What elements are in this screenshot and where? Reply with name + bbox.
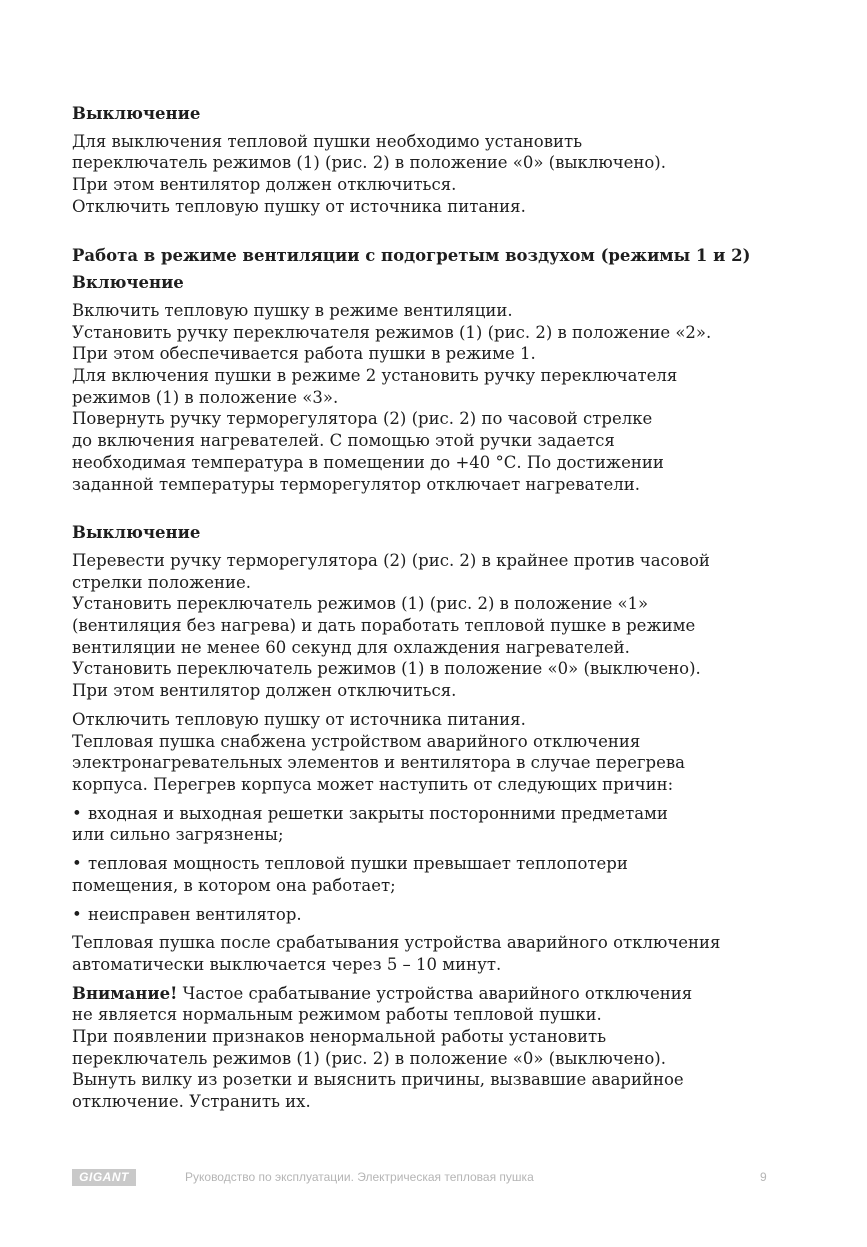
text-line: Вынуть вилку из розетки и выяснить причины, вызвавшие аварийное [72,1070,684,1090]
paragraph-off-instructions [72,131,772,218]
text-line: Повернуть ручку терморегулятора (2) (рис. 2) по часовой стрелке [72,409,653,429]
text-line: Для выключения тепловой пушки необходимо установить [72,131,583,151]
bullet-text-continued: или сильно загрязнены; [72,825,284,845]
bullet-text: входная и выходная решетки закрыты посторонними предметами [88,803,668,823]
document-body [72,103,772,1113]
text-line: При этом обеспечивается работа пушки в режиме 1. [72,344,536,364]
text-line: стрелки положение. [72,572,252,592]
warning-label: Внимание! [72,983,178,1003]
bullet-text-continued: помещения, в котором она работает; [72,875,396,895]
list-item [72,904,772,926]
text-line: Установить переключатель режимов (1) в положение «0» (выключено). [72,659,701,679]
gigant-logo: GIGANT [72,1169,136,1186]
list-item [72,803,772,846]
text-line: Отключить тепловую пушку от источника питания. [72,196,526,216]
section-heading-off-2: Выключение [72,523,201,543]
bullet-text: тепловая мощность тепловой пушки превышает теплопотери [88,854,628,874]
section-heading-on: Включение [72,273,184,293]
text-line: При этом вентилятор должен отключиться. [72,175,457,195]
text-line: вентиляции не менее 60 секунд для охлаждения нагревателей. [72,637,630,657]
section-title-ventilation-mode: Работа в режиме вентиляции с подогретым воздухом (режимы 1 и 2) [72,245,751,265]
text-line: Установить ручку переключателя режимов (1) (рис. 2) в положение «2». [72,322,712,342]
text-line: отключение. Устранить их. [72,1092,311,1112]
text-line: Перевести ручку терморегулятора (2) (рис. 2) в крайнее против часовой [72,550,710,570]
footer-document-title: Руководство по эксплуатации. Электрическая тепловая пушка [185,1170,534,1184]
bullet-icon: • [72,904,82,924]
text-line: Установить переключатель режимов (1) (рис. 2) в положение «1» [72,594,649,614]
text-line: Тепловая пушка снабжена устройством аварийного отключения [72,731,641,751]
text-line: электронагревательных элементов и вентилятора в случае перегрева [72,753,685,773]
text-line: (вентиляция без нагрева) и дать поработать тепловой пушке в режиме [72,616,696,636]
text-line: При появлении признаков ненормальной работы установить [72,1027,607,1047]
page-footer [0,1166,867,1190]
section-heading-off: Выключение [72,104,201,123]
bullet-text: неисправен вентилятор. [88,904,302,924]
paragraph-warning [72,983,772,1113]
page-number: 9 [760,1170,767,1184]
text-line: Для включения пушки в режиме 2 установить ручку переключателя [72,366,678,386]
paragraph-emergency-shutdown [72,709,772,796]
text-line: переключатель режимов (1) (рис. 2) в положение «0» (выключено). [72,1048,666,1068]
text-line: режимов (1) в положение «3». [72,387,339,407]
text-line: не является нормальным режимом работы тепловой пушки. [72,1005,602,1025]
warning-text: Частое срабатывание устройства аварийного отключения [177,983,693,1003]
bullet-icon: • [72,803,82,823]
text-line: автоматически выключается через 5 – 10 минут. [72,954,502,974]
text-line: Включить тепловую пушку в режиме вентиляции. [72,300,513,320]
text-line: переключатель режимов (1) (рис. 2) в положение «0» (выключено). [72,153,666,173]
text-line: до включения нагревателей. С помощью этой ручки задается [72,431,615,451]
paragraph-on-instructions [72,300,772,495]
list-item [72,853,772,896]
text-line: заданной температуры терморегулятор отключает нагреватели. [72,474,640,494]
text-line: Отключить тепловую пушку от источника питания. [72,709,526,729]
bullet-icon: • [72,854,82,874]
paragraph-auto-off [72,932,772,975]
text-line: При этом вентилятор должен отключиться. [72,681,457,701]
text-line: необходимая температура в помещении до +40 °С. По достижении [72,452,664,472]
text-line: корпуса. Перегрев корпуса может наступить от следующих причин: [72,774,674,794]
paragraph-off-2-instructions [72,550,772,702]
bullet-list [72,803,772,926]
text-line: Тепловая пушка после срабатывания устройства аварийного отключения [72,933,721,953]
